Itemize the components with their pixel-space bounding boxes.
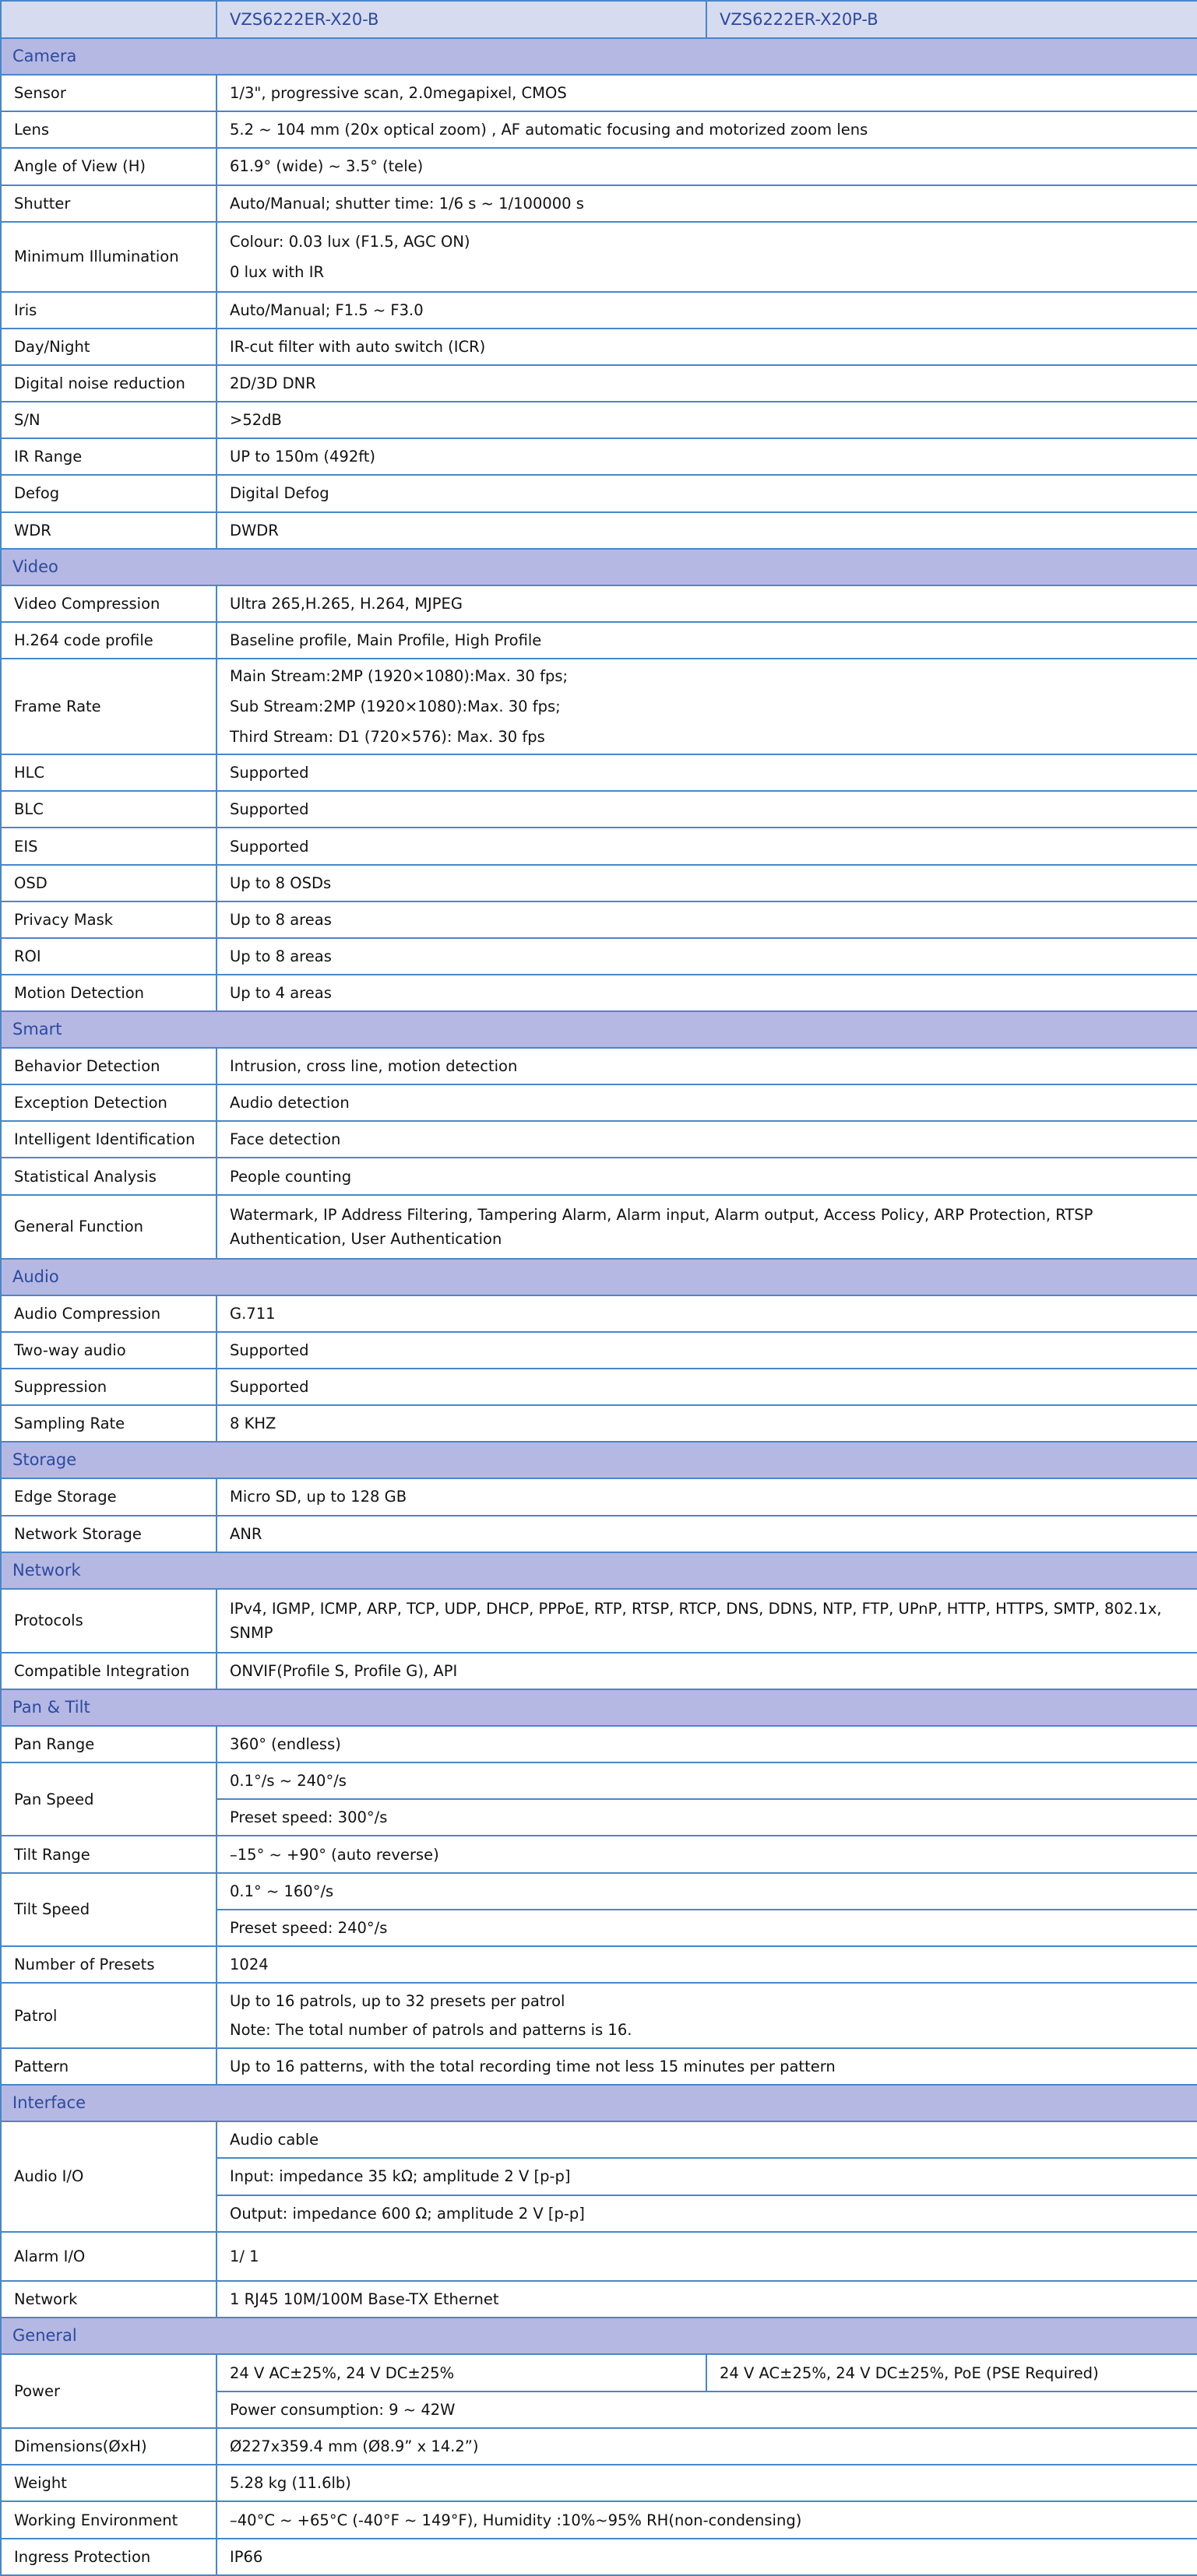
spec-label: Two-way audio [1, 1332, 217, 1369]
spec-value: Supported [217, 754, 1197, 791]
spec-label: Power [1, 2354, 217, 2428]
row-working-environment [1, 2501, 1197, 2538]
section-pan-tilt [1, 1689, 1197, 1726]
spec-value: –15° ~ +90° (auto reverse) [217, 1836, 1197, 1872]
spec-label: Motion Detection [1, 975, 217, 1011]
spec-value: Preset speed: 300°/s [217, 1799, 1197, 1836]
header-model-2: VZS6222ER-X20P-B [706, 1, 1197, 38]
spec-value: ONVIF(Profile S, Profile G), API [217, 1653, 1197, 1689]
spec-label: Number of Presets [1, 1946, 217, 1983]
value-line: 0 lux with IR [230, 262, 324, 281]
row-edge-storage [1, 1478, 1197, 1515]
value-line: Main Stream:2MP (1920×1080):Max. 30 fps; [230, 667, 569, 686]
spec-label: Behavior Detection [1, 1048, 217, 1084]
row-day-night [1, 329, 1197, 365]
row-audio-compression [1, 1295, 1197, 1332]
spec-value: Intrusion, cross line, motion detection [217, 1048, 1197, 1084]
value-line: Note: The total number of patrols and patterns is 16. [230, 2021, 632, 2039]
spec-value: Supported [217, 1332, 1197, 1369]
spec-value: Input: impedance 35 kΩ; amplitude 2 V [p-p] [217, 2158, 1197, 2195]
spec-label: Exception Detection [1, 1084, 217, 1121]
spec-label: Tilt Range [1, 1836, 217, 1872]
spec-value: Face detection [217, 1121, 1197, 1158]
spec-label: ROI [1, 938, 217, 975]
spec-value: 360° (endless) [217, 1726, 1197, 1762]
spec-value: DWDR [217, 512, 1197, 549]
row-general-function [1, 1195, 1197, 1259]
row-lens [1, 111, 1197, 148]
row-min-illumination [1, 222, 1197, 292]
spec-value: Up to 8 areas [217, 901, 1197, 938]
spec-label: Minimum Illumination [1, 222, 217, 292]
spec-label: Sensor [1, 75, 217, 111]
row-shutter [1, 185, 1197, 222]
row-behavior-detection [1, 1048, 1197, 1084]
value-line: Third Stream: D1 (720×576): Max. 30 fps [230, 728, 545, 747]
spec-label: Lens [1, 111, 217, 148]
spec-label: Shutter [1, 185, 217, 222]
spec-value: 1/3", progressive scan, 2.0megapixel, CMOS [217, 75, 1197, 111]
spec-label: Video Compression [1, 585, 217, 622]
spec-label: Working Environment [1, 2501, 217, 2538]
spec-value: 61.9° (wide) ~ 3.5° (tele) [217, 148, 1197, 185]
row-audio-io [1, 2121, 1197, 2158]
spec-label: General Function [1, 1195, 217, 1259]
spec-value: IP66 [217, 2539, 1197, 2575]
spec-label: Dimensions(ØxH) [1, 2428, 217, 2465]
spec-label: Alarm I/O [1, 2232, 217, 2281]
spec-value: Auto/Manual; F1.5 ~ F3.0 [217, 292, 1197, 329]
spec-value [217, 222, 1197, 292]
spec-label: Iris [1, 292, 217, 329]
spec-value: Output: impedance 600 Ω; amplitude 2 V [p-p] [217, 2195, 1197, 2232]
spec-label: Intelligent Identification [1, 1121, 217, 1158]
section-title: General [1, 2318, 1197, 2354]
spec-value: Preset speed: 240°/s [217, 1910, 1197, 1946]
spec-label: Tilt Speed [1, 1873, 217, 1946]
section-title: Network [1, 1552, 1197, 1589]
spec-label: Pattern [1, 2048, 217, 2085]
row-sn [1, 402, 1197, 438]
row-aov [1, 148, 1197, 185]
spec-label: Network [1, 2281, 217, 2318]
section-title: Camera [1, 38, 1197, 75]
row-dnr [1, 365, 1197, 402]
spec-value: Micro SD, up to 128 GB [217, 1478, 1197, 1515]
section-interface [1, 2085, 1197, 2121]
row-sensor [1, 75, 1197, 111]
spec-value: Audio cable [217, 2121, 1197, 2158]
spec-label: Angle of View (H) [1, 148, 217, 185]
spec-value: IPv4, IGMP, ICMP, ARP, TCP, UDP, DHCP, PPPoE, RTP, RTSP, RTCP, DNS, DDNS, NTP, FTP, UPnP, HTTP, HTTPS, SMTP, 802.1x, SNMP [217, 1589, 1197, 1653]
spec-value: People counting [217, 1158, 1197, 1194]
section-title: Storage [1, 1442, 1197, 1478]
spec-label: Audio Compression [1, 1295, 217, 1332]
row-statistical-analysis [1, 1158, 1197, 1194]
spec-value: 2D/3D DNR [217, 365, 1197, 402]
spec-value: Ø227x359.4 mm (Ø8.9” x 14.2”) [217, 2428, 1197, 2465]
section-video [1, 549, 1197, 585]
spec-value: Power consumption: 9 ~ 42W [217, 2391, 1197, 2428]
spec-label: Edge Storage [1, 1478, 217, 1515]
row-alarm-io [1, 2232, 1197, 2281]
spec-value: Up to 16 patterns, with the total recording time not less 15 minutes per pattern [217, 2048, 1197, 2085]
value-line: Sub Stream:2MP (1920×1080):Max. 30 fps; [230, 698, 561, 716]
spec-label: Statistical Analysis [1, 1158, 217, 1194]
spec-value: >52dB [217, 402, 1197, 438]
spec-value: 1024 [217, 1946, 1197, 1983]
spec-label: Patrol [1, 1983, 217, 2048]
row-hlc [1, 754, 1197, 791]
section-camera [1, 38, 1197, 75]
spec-label: OSD [1, 865, 217, 901]
spec-value: 24 V AC±25%, 24 V DC±25% [217, 2354, 706, 2391]
spec-value: Ultra 265,H.265, H.264, MJPEG [217, 585, 1197, 622]
row-exception-detection [1, 1084, 1197, 1121]
row-osd [1, 865, 1197, 901]
spec-label: Privacy Mask [1, 901, 217, 938]
spec-label: BLC [1, 791, 217, 828]
spec-label: HLC [1, 754, 217, 791]
spec-label: Compatible Integration [1, 1653, 217, 1689]
row-pattern [1, 2048, 1197, 2085]
section-general [1, 2318, 1197, 2354]
row-privacy-mask [1, 901, 1197, 938]
row-sampling-rate [1, 1405, 1197, 1442]
section-title: Audio [1, 1259, 1197, 1295]
row-wdr [1, 512, 1197, 549]
spec-value: –40°C ~ +65°C (-40°F ~ 149°F), Humidity :10%~95% RH(non-condensing) [217, 2501, 1197, 2538]
spec-label: S/N [1, 402, 217, 438]
spec-label: Suppression [1, 1369, 217, 1405]
row-tilt-range [1, 1836, 1197, 1872]
spec-value: 1 RJ45 10M/100M Base-TX Ethernet [217, 2281, 1197, 2318]
row-tilt-speed [1, 1873, 1197, 1910]
spec-label: EIS [1, 828, 217, 864]
spec-value: Up to 8 OSDs [217, 865, 1197, 901]
row-dimensions [1, 2428, 1197, 2465]
spec-value: G.711 [217, 1295, 1197, 1332]
spec-label: Pan Range [1, 1726, 217, 1762]
spec-label: Pan Speed [1, 1762, 217, 1836]
spec-label: Protocols [1, 1589, 217, 1653]
row-motion-detection [1, 975, 1197, 1011]
row-frame-rate [1, 659, 1197, 754]
spec-value [217, 659, 1197, 754]
row-compatible-integration [1, 1653, 1197, 1689]
row-suppression [1, 1369, 1197, 1405]
spec-label: Ingress Protection [1, 2539, 217, 2575]
spec-label: H.264 code profile [1, 622, 217, 659]
spec-label: Network Storage [1, 1516, 217, 1552]
spec-value: Up to 8 areas [217, 938, 1197, 975]
row-network-storage [1, 1516, 1197, 1552]
spec-label: Audio I/O [1, 2121, 217, 2231]
row-protocols [1, 1589, 1197, 1653]
value-line: Colour: 0.03 lux (F1.5, AGC ON) [230, 232, 470, 251]
value-line: Up to 16 patrols, up to 32 presets per patrol [230, 1992, 565, 2010]
section-title: Smart [1, 1011, 1197, 1048]
spec-value: Audio detection [217, 1084, 1197, 1121]
row-ir-range [1, 438, 1197, 475]
row-video-compression [1, 585, 1197, 622]
spec-value: 0.1°/s ~ 240°/s [217, 1762, 1197, 1799]
header-blank [1, 1, 217, 38]
row-weight [1, 2465, 1197, 2501]
spec-label: Weight [1, 2465, 217, 2501]
row-patrol [1, 1983, 1197, 2048]
row-ingress-protection [1, 2539, 1197, 2575]
row-blc [1, 791, 1197, 828]
spec-value: 1/ 1 [217, 2232, 1197, 2281]
spec-value [217, 1983, 1197, 2048]
spec-value: UP to 150m (492ft) [217, 438, 1197, 475]
spec-value: Digital Defog [217, 475, 1197, 511]
section-title: Video [1, 549, 1197, 585]
spec-label: Frame Rate [1, 659, 217, 754]
header-row [1, 1, 1197, 38]
row-power [1, 2354, 1197, 2391]
spec-value: Supported [217, 791, 1197, 828]
row-pan-range [1, 1726, 1197, 1762]
spec-label: Digital noise reduction [1, 365, 217, 402]
spec-value: Supported [217, 1369, 1197, 1405]
section-title: Pan & Tilt [1, 1689, 1197, 1726]
spec-label: IR Range [1, 438, 217, 475]
spec-value: 8 KHZ [217, 1405, 1197, 1442]
spec-label: Sampling Rate [1, 1405, 217, 1442]
section-smart [1, 1011, 1197, 1048]
spec-value: Auto/Manual; shutter time: 1/6 s ~ 1/100000 s [217, 185, 1197, 222]
spec-value: 0.1° ~ 160°/s [217, 1873, 1197, 1910]
section-storage [1, 1442, 1197, 1478]
spec-value: 24 V AC±25%, 24 V DC±25%, PoE (PSE Required) [706, 2354, 1197, 2391]
row-h264-profile [1, 622, 1197, 659]
spec-value: Watermark, IP Address Filtering, Tampering Alarm, Alarm input, Alarm output, Access Policy, ARP Protection, RTSP Authentication, User Authentication [217, 1195, 1197, 1259]
spec-value: ANR [217, 1516, 1197, 1552]
spec-value: 5.2 ~ 104 mm (20x optical zoom) , AF automatic focusing and motorized zoom lens [217, 111, 1197, 148]
section-audio [1, 1259, 1197, 1295]
spec-value: IR-cut filter with auto switch (ICR) [217, 329, 1197, 365]
header-model-1: VZS6222ER-X20-B [217, 1, 706, 38]
spec-label: Day/Night [1, 329, 217, 365]
section-network [1, 1552, 1197, 1589]
section-title: Interface [1, 2085, 1197, 2121]
spec-value: Up to 4 areas [217, 975, 1197, 1011]
spec-label: Defog [1, 475, 217, 511]
row-two-way-audio [1, 1332, 1197, 1369]
spec-label: WDR [1, 512, 217, 549]
spec-value: Baseline profile, Main Profile, High Profile [217, 622, 1197, 659]
row-pan-speed [1, 1762, 1197, 1799]
spec-value: 5.28 kg (11.6lb) [217, 2465, 1197, 2501]
row-eis [1, 828, 1197, 864]
row-number-of-presets [1, 1946, 1197, 1983]
row-intelligent-identification [1, 1121, 1197, 1158]
row-defog [1, 475, 1197, 511]
spec-value: Supported [217, 828, 1197, 864]
row-roi [1, 938, 1197, 975]
row-network-interface [1, 2281, 1197, 2318]
row-iris [1, 292, 1197, 329]
